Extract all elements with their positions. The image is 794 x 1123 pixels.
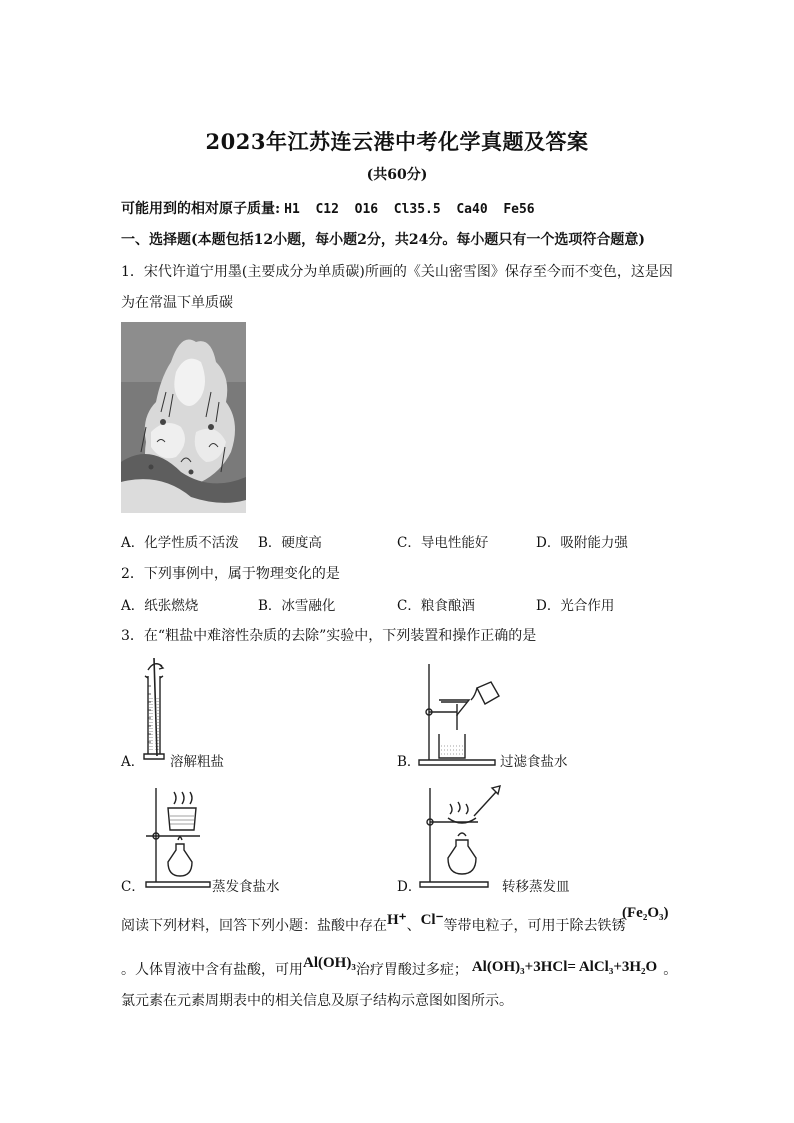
rust-formula: (Fe₂O₃) <box>622 905 669 921</box>
reading-text-3: 。人体胃液中含有盐酸，可用 <box>121 962 303 978</box>
reading-text-1: 阅读下列材料，回答下列小题：盐酸中存在 <box>121 918 387 934</box>
page-title: 2023年江苏连云港中考化学真题及答案 <box>205 129 589 154</box>
q3-figure-d-caption: 转移蒸发皿 <box>502 879 570 895</box>
q2-option-a[interactable]: A．纸张燃烧 <box>121 598 199 614</box>
q2-option-b[interactable]: B．冰雪融化 <box>258 598 336 614</box>
section-heading: 一、选择题(本题包括12小题，每小题2分，共24分。每小题只有一个选项符合题意) <box>121 232 645 248</box>
q1-option-c[interactable]: C．导电性能好 <box>397 535 489 551</box>
reading-period: 。 <box>663 962 678 978</box>
painting-image <box>121 322 246 513</box>
reaction-equation: Al(OH)₃+3HCl= AlCl₃+3H₂O <box>471 959 658 975</box>
reading-sep: 、 <box>406 918 421 934</box>
reading-line3: 氯元素在元素周期表中的相关信息及原子结构示意图如图所示。 <box>121 993 513 1009</box>
q3-figure-b-letter[interactable]: B． <box>397 754 421 770</box>
filtration-figure <box>417 660 513 766</box>
q3-figure-c-caption: 蒸发食盐水 <box>212 879 280 895</box>
q3-figure-a-letter[interactable]: A． <box>121 754 145 770</box>
q1-option-a[interactable]: A．化学性质不活泼 <box>121 535 239 551</box>
ion-h-formula: H⁺ <box>387 912 407 928</box>
atomic-mass-line <box>121 198 535 218</box>
page-subtitle: (共60分) <box>366 167 428 183</box>
reading-line1 <box>121 912 626 935</box>
q1-option-d[interactable]: D．吸附能力强 <box>536 535 628 551</box>
q1-option-b[interactable]: B．硬度高 <box>258 535 322 551</box>
q1-stem-line2: 为在常温下单质碳 <box>121 295 233 311</box>
evaporation-figure <box>144 786 212 890</box>
q3-figure-b-caption: 过滤食盐水 <box>500 754 568 770</box>
q2-option-d[interactable]: D．光合作用 <box>536 598 615 614</box>
ion-cl-formula: Cl⁻ <box>420 912 444 928</box>
q3-figure-a-caption: 溶解粗盐 <box>170 754 224 770</box>
aluminium-hydroxide-formula: Al(OH)₃ <box>303 955 356 971</box>
reading-line2 <box>121 955 678 979</box>
q3-stem: 3．在“粗盐中难溶性杂质的去除”实验中，下列装置和操作正确的是 <box>121 628 537 644</box>
q2-option-c[interactable]: C．粮食酿酒 <box>397 598 475 614</box>
reading-text-4: 治疗胃酸过多症； <box>355 962 468 978</box>
q3-figure-c-letter[interactable]: C． <box>121 879 145 895</box>
atomic-mass-values: H1 C12 O16 Cl35.5 Ca40 Fe56 <box>284 202 535 217</box>
transfer-dish-figure <box>418 782 504 888</box>
q1-stem-line1: 1．宋代许道宁用墨(主要成分为单质碳)所画的《关山密雪图》保存至今而不变色，这是因 <box>121 264 673 280</box>
reading-text-2: 等带电粒子，可用于除去铁锈 <box>443 918 626 934</box>
dissolve-cylinder-figure <box>138 656 178 764</box>
q2-stem: 2．下列事例中，属于物理变化的是 <box>121 566 340 582</box>
atomic-mass-label: 可能用到的相对原子质量: <box>121 201 281 217</box>
q3-figure-d-letter[interactable]: D． <box>397 879 422 895</box>
